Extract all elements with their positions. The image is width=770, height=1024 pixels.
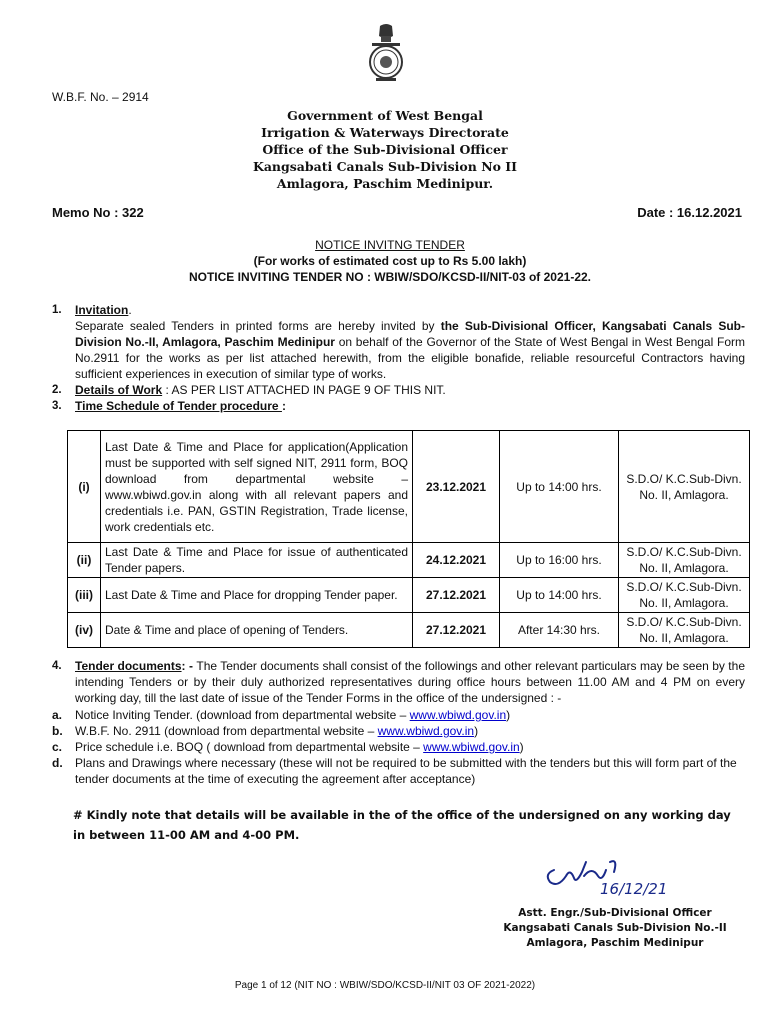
row-description: Date & Time and place of opening of Tenders.: [101, 613, 413, 648]
section-heading: Details of Work: [75, 383, 163, 397]
table-row: [68, 578, 750, 613]
notice-title-text: NOTICE INVITNG TENDER: [315, 238, 465, 252]
list-tail: ): [519, 740, 524, 754]
section-heading: Time Schedule of Tender procedure: [75, 399, 282, 413]
tender-documents-text: The Tender documents shall consist of the followings and other relevant particulars may be seen by the intending Tenders or by their duly authorized representatives during office hours between 11.00 AM and 4 PM on every working day, till the last date of issue of the Tender Forms in the office of the undersigned : -: [75, 659, 745, 705]
signatory-designation: Astt. Engr./Sub-Divisional Officer: [518, 907, 712, 919]
section-details-of-work: [75, 382, 446, 398]
list-text: Plans and Drawings where necessary (these will not be required to be submitted with the tenders but this will form part of the tender documents at the time of executing the agreement after acceptance): [75, 756, 737, 786]
row-place: S.D.O/ K.C.Sub-Divn. No. II, Amlagora.: [619, 543, 750, 578]
notice-subtitle: (For works of estimated cost up to Rs 5.00 lakh): [253, 254, 527, 268]
svg-text:16/12/21: 16/12/21: [600, 880, 668, 898]
details-text: : AS PER LIST ATTACHED IN PAGE 9 OF THIS NIT.: [162, 383, 446, 397]
signatory-block: [470, 906, 760, 951]
signatory-location: Amlagora, Paschim Medinipur: [526, 937, 704, 949]
row-index: (i): [68, 431, 101, 543]
invitation-authority: the Sub-Divisional Officer, Kangsabati Canals Sub-Division No.-II, Amlagora, Paschim Medinipur: [75, 319, 745, 349]
list-text: Price schedule i.e. BOQ ( download from departmental website –: [75, 740, 424, 754]
section-tender-documents: [75, 658, 745, 706]
website-link[interactable]: www.wbiwd.gov.in: [377, 724, 475, 738]
table-row: [68, 543, 750, 578]
list-item: [52, 739, 742, 755]
row-index: (iv): [68, 613, 101, 648]
section-heading: Tender documents: [75, 659, 182, 673]
list-item: [52, 755, 742, 787]
memo-number: Memo No : 322: [52, 205, 144, 220]
row-time: Up to 16:00 hrs.: [500, 543, 619, 578]
header-line: Kangsabati Canals Sub-Division No II: [252, 159, 518, 174]
header-line: Government of West Bengal: [287, 108, 483, 123]
list-label: b.: [52, 724, 63, 738]
list-text: Notice Inviting Tender. (download from departmental website –: [75, 708, 410, 722]
list-item: [52, 723, 742, 739]
row-date: 23.12.2021: [413, 431, 500, 543]
row-index: (ii): [68, 543, 101, 578]
row-time: Up to 14:00 hrs.: [500, 578, 619, 613]
list-item: [52, 707, 742, 723]
list-tail: ): [506, 708, 511, 722]
signature-icon: [540, 850, 680, 900]
website-link[interactable]: www.wbiwd.gov.in: [409, 708, 507, 722]
list-label: d.: [52, 756, 63, 770]
signatory-office: Kangsabati Canals Sub-Division No.-II: [503, 922, 727, 934]
invitation-text-end: on behalf of the Governor of the State of West Bengal in West Bengal Form No.2911 for the works as per list attached herewith, from the eligible bonafide, reliable resourceful Contractors having sufficient experiences in execution of similar type of works.: [75, 335, 746, 381]
invitation-text: Separate sealed Tenders in printed forms are hereby invited by: [75, 319, 441, 333]
tender-document-list: [52, 707, 742, 787]
memo-date: Date : 16.12.2021: [637, 205, 742, 220]
website-link[interactable]: www.wbiwd.gov.in: [423, 740, 520, 754]
heading-colon: :: [281, 399, 286, 413]
section-heading: Invitation: [75, 303, 129, 317]
section-invitation: [75, 302, 745, 382]
list-text: W.B.F. No. 2911 (download from departmental website –: [75, 724, 378, 738]
row-description: Last Date & Time and Place for application(Application must be supported with self signed NIT, 2911 form, BOQ download from departmental website – www.wbiwd.gov.in along with all relevant papers and credentials i.e. PAN, GSTIN Registration, Trade license, work credentials etc.: [101, 431, 413, 543]
heading-separator: : -: [181, 659, 197, 673]
office-header: [150, 107, 620, 192]
row-place: S.D.O/ K.C.Sub-Divn. No. II, Amlagora.: [619, 578, 750, 613]
section-number: 1.: [52, 304, 62, 316]
section-number: 4.: [52, 660, 62, 672]
row-date: 24.12.2021: [413, 543, 500, 578]
nit-number: NOTICE INVITING TENDER NO : WBIW/SDO/KCSD-II/NIT-03 of 2021-22.: [188, 270, 592, 284]
list-tail: ): [474, 724, 479, 738]
note-text: # Kindly note that details will be available in the of the office of the undersigned on any working day in between 11-00 AM and 4-00 PM.: [73, 808, 731, 842]
row-date: 27.12.2021: [413, 613, 500, 648]
section-number: 3.: [52, 400, 62, 412]
state-emblem-icon: [366, 22, 406, 86]
schedule-table: [67, 430, 750, 648]
list-label: c.: [52, 740, 63, 754]
list-label: a.: [52, 708, 63, 722]
header-line: Amlagora, Paschim Medinipur.: [276, 176, 494, 191]
row-time: Up to 14:00 hrs.: [500, 431, 619, 543]
heading-dot: .: [128, 303, 132, 317]
form-number: W.B.F. No. – 2914: [52, 90, 149, 104]
header-line: Irrigation & Waterways Directorate: [261, 125, 509, 140]
page-footer: Page 1 of 12 (NIT NO : WBIW/SDO/KCSD-II/NIT 03 OF 2021-2022): [234, 980, 536, 991]
row-description: Last Date & Time and Place for issue of authenticated Tender papers.: [101, 543, 413, 578]
section-time-schedule: [75, 398, 286, 414]
notice-title: [40, 238, 740, 252]
section-number: 2.: [52, 384, 62, 396]
row-place: S.D.O/ K.C.Sub-Divn. No. II, Amlagora.: [619, 613, 750, 648]
row-date: 27.12.2021: [413, 578, 500, 613]
header-line: Office of the Sub-Divisional Officer: [262, 142, 508, 157]
row-place: S.D.O/ K.C.Sub-Divn. No. II, Amlagora.: [619, 431, 750, 543]
row-index: (iii): [68, 578, 101, 613]
table-row: [68, 613, 750, 648]
table-row: [68, 431, 750, 543]
row-description: Last Date & Time and Place for dropping Tender paper.: [101, 578, 413, 613]
row-time: After 14:30 hrs.: [500, 613, 619, 648]
